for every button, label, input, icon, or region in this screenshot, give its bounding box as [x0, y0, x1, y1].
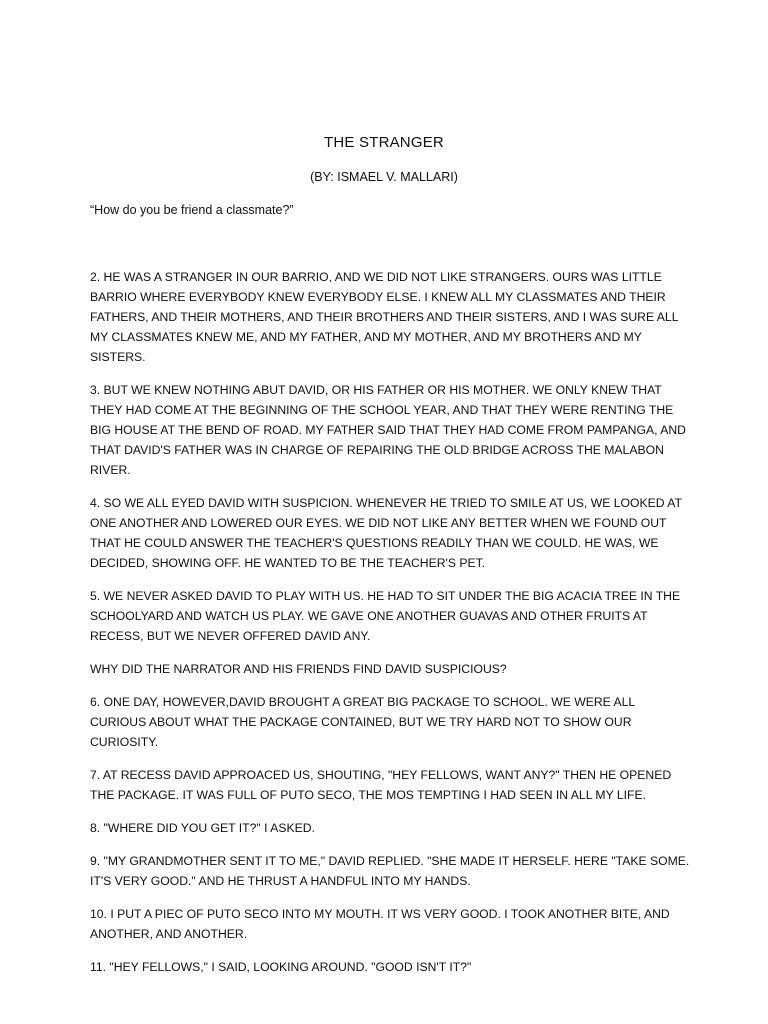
- paragraph: 3. BUT WE KNEW NOTHING ABUT DAVID, OR HIS FATHER OR HIS MOTHER. WE ONLY KNEW THAT THEY HAD COME AT THE BEGINNING OF THE SCHOOL YEAR, AND THAT THEY WERE RENTING THE BIG HOUSE AT THE BEND OF ROAD. MY FATHER SAID THAT THEY HAD COME FROM PAMPANGA, AND THAT DAVID'S FATHER WAS IN CHARGE OF REPAIRING THE OLD BRIDGE ACROSS THE MALABON RIVER.: [90, 383, 686, 477]
- paragraph: 4. SO WE ALL EYED DAVID WITH SUSPICION. WHENEVER HE TRIED TO SMILE AT US, WE LOOKED AT ONE ANOTHER AND LOWERED OUR EYES. WE DID NOT LIKE ANY BETTER WHEN WE FOUND OUT THAT HE COULD ANSWER THE TEACHER'S QUESTIONS READILY THAN WE COULD. HE WAS, WE DECIDED, SHOWING OFF. HE WANTED TO BE THE TEACHER'S PET.: [90, 496, 682, 570]
- comprehension-question: WHY DID THE NARRATOR AND HIS FRIENDS FIND DAVID SUSPICIOUS?: [90, 662, 507, 676]
- paragraph: 8. "WHERE DID YOU GET IT?" I ASKED.: [90, 821, 315, 835]
- story-body: [90, 267, 690, 990]
- paragraph: 5. WE NEVER ASKED DAVID TO PLAY WITH US. HE HAD TO SIT UNDER THE BIG ACACIA TREE IN THE SCHOOLYARD AND WATCH US PLAY. WE GAVE ONE ANOTHER GUAVAS AND OTHER FRUITS AT RECESS, BUT WE NEVER OFFERED DAVID ANY.: [90, 589, 681, 643]
- paragraph: 2. HE WAS A STRANGER IN OUR BARRIO, AND WE DID NOT LIKE STRANGERS. OURS WAS LITTLE BARRIO WHERE EVERYBODY KNEW EVERYBODY ELSE. I KNEW ALL MY CLASSMATES AND THEIR FATHERS, AND THEIR MOTHERS, AND THEIR BROTHERS AND THEIR SISTERS, AND I WAS SURE ALL MY CLASSMATES KNEW ME, AND MY FATHER, AND MY MOTHER, AND MY BROTHERS AND MY SISTERS.: [90, 270, 679, 364]
- document-title: THE STRANGER: [324, 134, 444, 151]
- paragraph: 9. "MY GRANDMOTHER SENT IT TO ME," DAVID REPLIED. "SHE MADE IT HERSELF. HERE "TAKE SOME. IT'S VERY GOOD." AND HE THRUST A HANDFUL INTO MY HANDS.: [90, 854, 690, 888]
- paragraph: 11. "HEY FELLOWS," I SAID, LOOKING AROUND. "GOOD ISN'T IT?": [90, 960, 472, 974]
- document-byline: (BY: ISMAEL V. MALLARI): [310, 170, 458, 184]
- paragraph: 10. I PUT A PIEC OF PUTO SECO INTO MY MOUTH. IT WS VERY GOOD. I TOOK ANOTHER BITE, AND ANOTHER, AND ANOTHER.: [90, 907, 670, 941]
- intro-question: “How do you be friend a classmate?”: [90, 203, 294, 217]
- paragraph: 6. ONE DAY, HOWEVER,DAVID BROUGHT A GREAT BIG PACKAGE TO SCHOOL. WE WERE ALL CURIOUS ABOUT WHAT THE PACKAGE CONTAINED, BUT WE TRY HARD NOT TO SHOW OUR CURIOSITY.: [90, 695, 635, 749]
- paragraph: 7. AT RECESS DAVID APPROACED US, SHOUTING, "HEY FELLOWS, WANT ANY?" THEN HE OPENED THE PACKAGE. IT WAS FULL OF PUTO SECO, THE MOS TEMPTING I HAD SEEN IN ALL MY LIFE.: [90, 768, 672, 802]
